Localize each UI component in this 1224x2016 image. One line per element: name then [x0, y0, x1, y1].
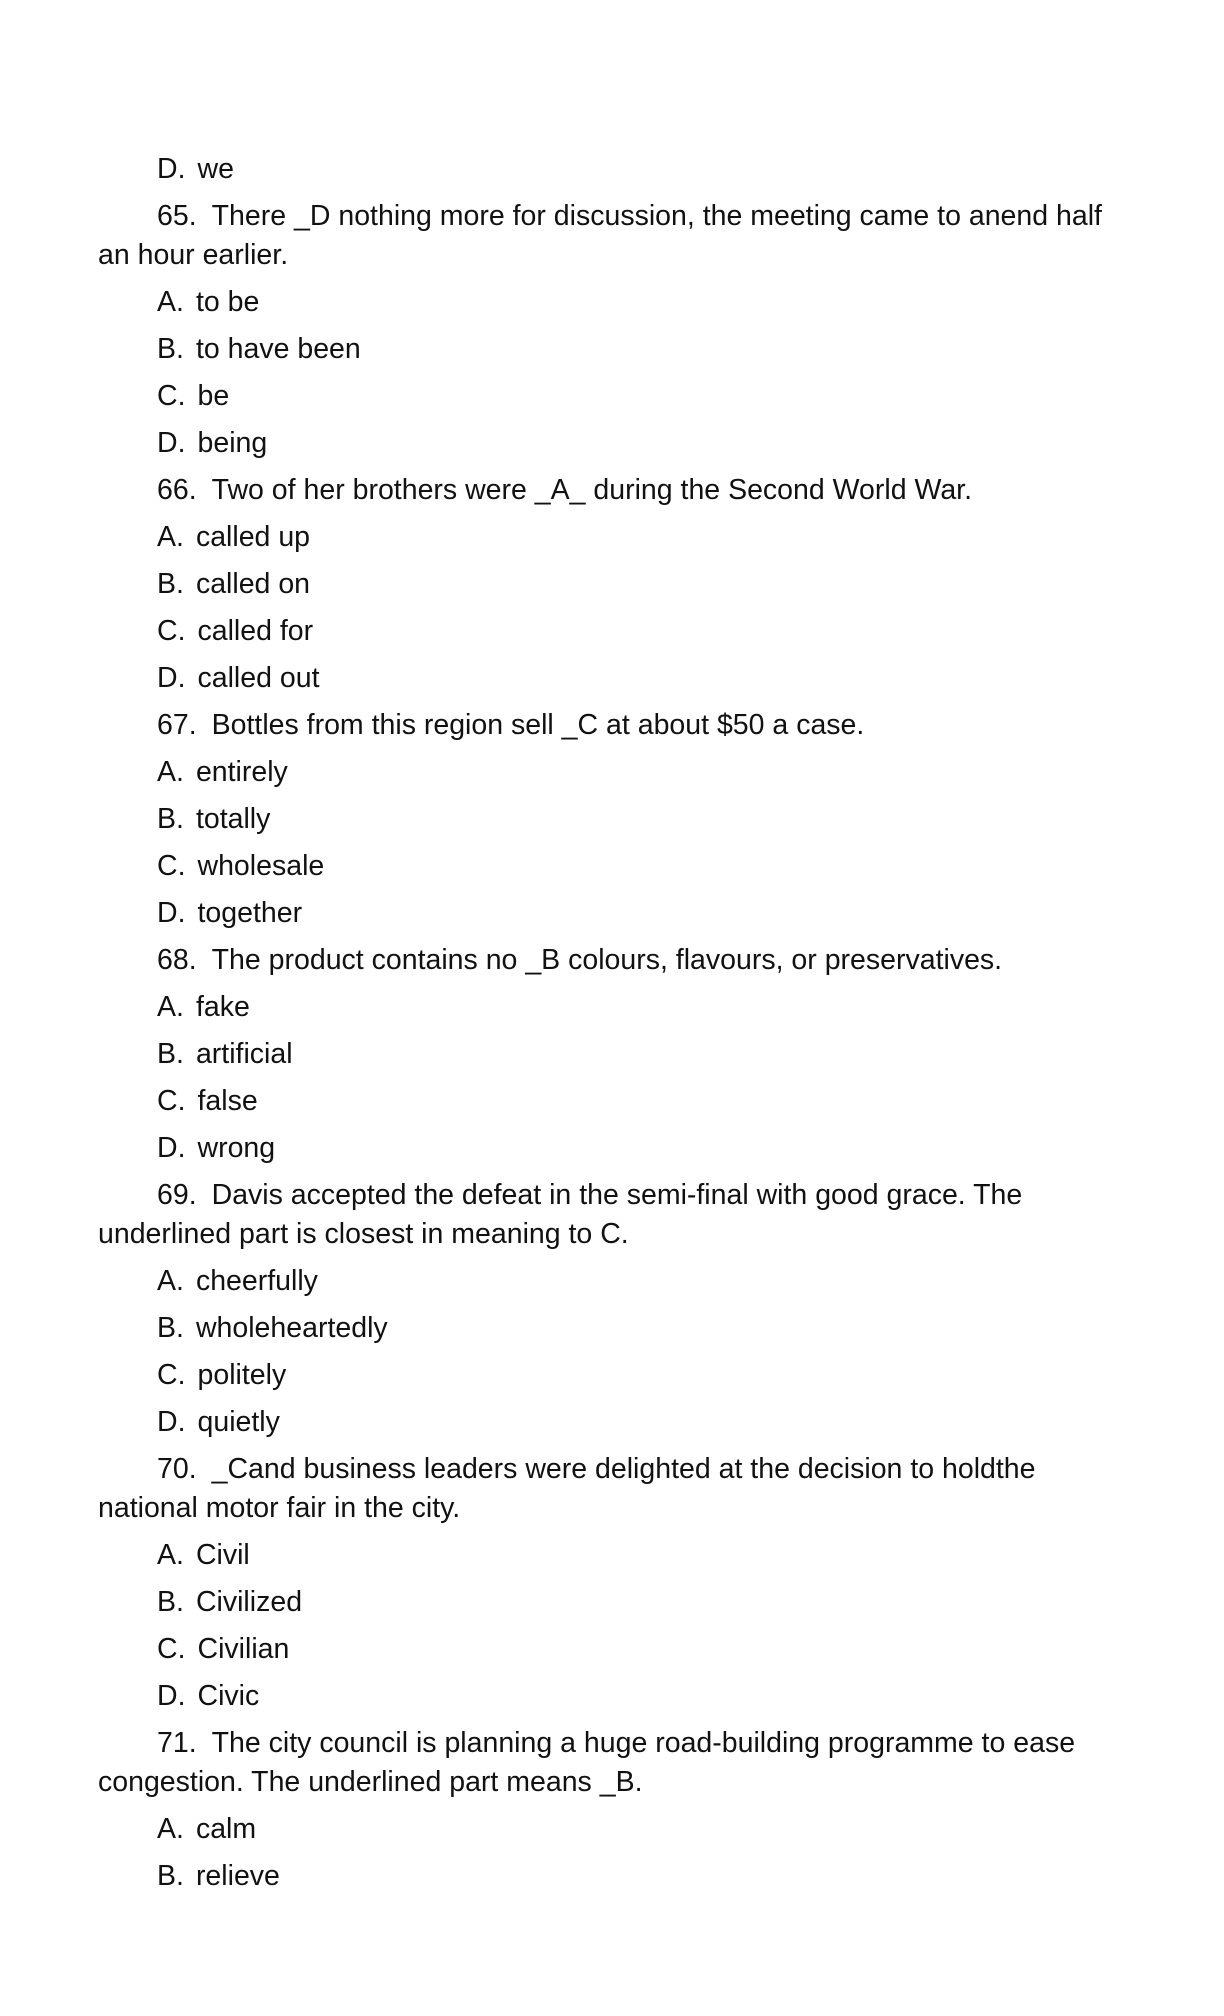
option-text: to have been: [195, 333, 361, 365]
option-letter: A.: [157, 286, 184, 318]
option-letter: D.: [157, 1406, 186, 1438]
question-text: Bottles from this region sell _C at about $50 a case.: [211, 709, 865, 741]
answer-option: [98, 1262, 1118, 1301]
option-text: wholesale: [197, 850, 325, 882]
question-71: [98, 1724, 1118, 1802]
option-text: being: [197, 427, 268, 459]
option-text: we: [197, 153, 234, 185]
option-text: artificial: [195, 1038, 293, 1070]
option-text: fake: [195, 991, 250, 1023]
question-65: [98, 197, 1118, 275]
question-number: 65.: [157, 200, 197, 232]
option-text: calm: [195, 1813, 257, 1845]
answer-option: [98, 1536, 1118, 1575]
option-letter: D.: [157, 153, 186, 185]
option-letter: A.: [157, 991, 184, 1023]
answer-option: [98, 1677, 1118, 1716]
answer-option: [98, 988, 1118, 1027]
option-letter: C.: [157, 615, 186, 647]
question-70: [98, 1450, 1118, 1528]
answer-option: [98, 1035, 1118, 1074]
question-number: 68.: [157, 944, 197, 976]
option-letter: D.: [157, 1680, 186, 1712]
option-letter: D.: [157, 1132, 186, 1164]
answer-option: [98, 800, 1118, 839]
answer-option: [98, 150, 1118, 189]
option-text: cheerfully: [195, 1265, 318, 1297]
option-text: quietly: [197, 1406, 280, 1438]
answer-option: [98, 1129, 1118, 1168]
option-letter: C.: [157, 1633, 186, 1665]
option-text: politely: [197, 1359, 287, 1391]
option-text: together: [197, 897, 303, 929]
option-letter: D.: [157, 897, 186, 929]
option-text: wholeheartedly: [195, 1312, 388, 1344]
option-letter: D.: [157, 427, 186, 459]
option-text: totally: [195, 803, 271, 835]
option-letter: C.: [157, 850, 186, 882]
option-letter: B.: [157, 1860, 184, 1892]
option-text: be: [197, 380, 230, 412]
option-letter: C.: [157, 1085, 186, 1117]
answer-option: [98, 1082, 1118, 1121]
answer-option: [98, 753, 1118, 792]
option-letter: B.: [157, 803, 184, 835]
answer-option: [98, 424, 1118, 463]
option-letter: D.: [157, 662, 186, 694]
option-letter: B.: [157, 568, 184, 600]
option-letter: B.: [157, 1312, 184, 1344]
answer-option: [98, 1857, 1118, 1896]
option-text: called out: [197, 662, 320, 694]
question-number: 67.: [157, 709, 197, 741]
answer-option: [98, 1309, 1118, 1348]
option-letter: C.: [157, 380, 186, 412]
question-text: _Cand business leaders were delighted at the decision to holdthe national motor fair in the city.: [98, 1453, 1036, 1524]
option-text: Civil: [195, 1539, 250, 1571]
answer-option: [98, 1403, 1118, 1442]
answer-option: [98, 612, 1118, 651]
option-letter: A.: [157, 1265, 184, 1297]
answer-option: [98, 377, 1118, 416]
option-letter: B.: [157, 1586, 184, 1618]
answer-option: [98, 518, 1118, 557]
question-text: The product contains no _B colours, flavours, or preservatives.: [211, 944, 1003, 976]
question-number: 71.: [157, 1727, 197, 1759]
option-text: called on: [195, 568, 311, 600]
question-66: [98, 471, 1118, 510]
question-number: 66.: [157, 474, 197, 506]
option-text: to be: [195, 286, 260, 318]
option-text: called up: [195, 521, 311, 553]
question-text: Two of her brothers were _A_ during the Second World War.: [211, 474, 973, 506]
option-text: Civic: [197, 1680, 260, 1712]
option-letter: C.: [157, 1359, 186, 1391]
option-text: entirely: [195, 756, 288, 788]
answer-option: [98, 847, 1118, 886]
answer-option: [98, 659, 1118, 698]
question-67: [98, 706, 1118, 745]
question-list: [98, 150, 1118, 1904]
option-text: called for: [197, 615, 314, 647]
question-text: Davis accepted the defeat in the semi-final with good grace. The underlined part is closest in meaning to C.: [98, 1179, 1023, 1250]
option-text: wrong: [197, 1132, 276, 1164]
option-letter: A.: [157, 521, 184, 553]
option-letter: B.: [157, 1038, 184, 1070]
question-number: 70.: [157, 1453, 197, 1485]
answer-option: [98, 1583, 1118, 1622]
option-letter: A.: [157, 1813, 184, 1845]
answer-option: [98, 565, 1118, 604]
question-text: The city council is planning a huge road-building programme to ease congestion. The underlined part means _B.: [98, 1727, 1076, 1798]
answer-option: [98, 1630, 1118, 1669]
answer-option: [98, 330, 1118, 369]
option-letter: B.: [157, 333, 184, 365]
answer-option: [98, 1810, 1118, 1849]
option-letter: A.: [157, 756, 184, 788]
option-text: false: [197, 1085, 258, 1117]
option-text: Civilized: [195, 1586, 303, 1618]
answer-option: [98, 1356, 1118, 1395]
option-text: Civilian: [197, 1633, 290, 1665]
question-68: [98, 941, 1118, 980]
option-text: relieve: [195, 1860, 280, 1892]
question-number: 69.: [157, 1179, 197, 1211]
answer-option: [98, 894, 1118, 933]
question-69: [98, 1176, 1118, 1254]
answer-option: [98, 283, 1118, 322]
question-text: There _D nothing more for discussion, the meeting came to anend half an hour earlier.: [98, 200, 1102, 271]
option-letter: A.: [157, 1539, 184, 1571]
